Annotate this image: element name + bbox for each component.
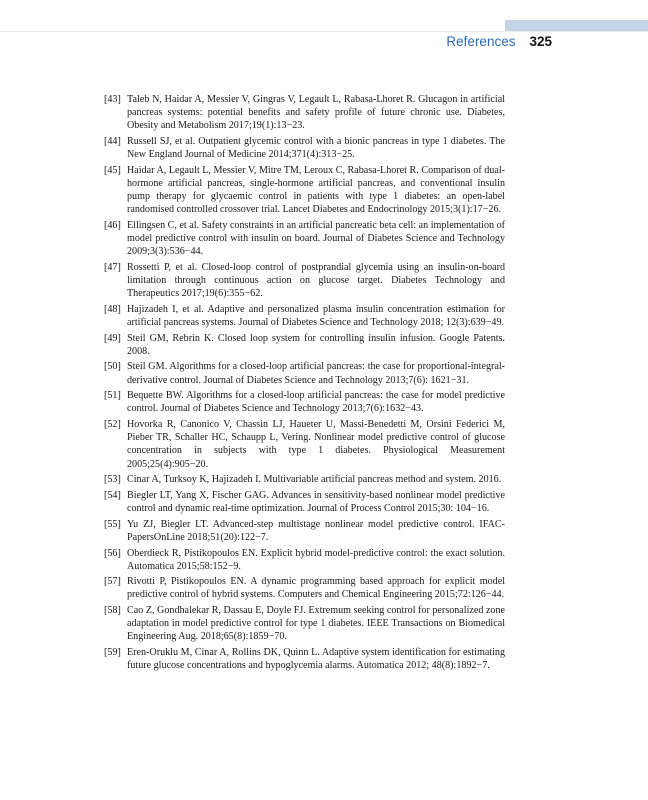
reference-text: Hovorka R, Canonico V, Chassin LJ, Haueter U, Massi-Benedetti M, Orsini Federici M, Pieber TR, Schaller HC, Schaupp L, Vering. Nonlinear model predictive control of glucose concentration in subjects with type 1 diabetes. Physiological Measurement 2005;25(4):905−20. [127, 419, 505, 470]
reference-text: Bequette BW. Algorithms for a closed-loop artificial pancreas: the case for model predictive control. Journal of Diabetes Science and Technology 2013;7(6):1632−43. [127, 390, 505, 415]
reference-text: Yu ZJ, Biegler LT. Advanced-step multistage nonlinear model predictive control. IFAC-PapersOnLine 2018;51(20):122−7. [127, 518, 505, 543]
reference-text: Eren-Oruklu M, Cinar A, Rollins DK, Quinn L. Adaptive system identification for estimating future glucose concentrations and hypoglycemia alarms. Automatica 2012; 48(8):1892−7. [127, 647, 505, 672]
reference-number: [48] [104, 303, 121, 315]
reference-item [104, 332, 505, 358]
reference-text: Taleb N, Haidar A, Messier V, Gingras V, Legault L, Rabasa-Lhoret R. Glucagon in artificial pancreas systems: potential benefits and safety profile of future chronic use. Diabetes, Obesity and Metabolism 2017;19(1):13−23. [127, 94, 505, 132]
reference-item [104, 135, 505, 161]
reference-number: [51] [104, 390, 121, 402]
reference-item [104, 547, 505, 573]
reference-text: Rivotti P, Pistikopoulos EN. A dynamic programming based approach for explicit model predictive control of hybrid systems. Computers and Chemical Engineering 2015;72:126−44. [127, 576, 505, 601]
reference-number: [46] [104, 219, 121, 231]
reference-item [104, 219, 505, 258]
reference-item [104, 93, 505, 132]
reference-item [104, 575, 505, 601]
reference-number: [47] [104, 261, 121, 273]
reference-item [104, 303, 505, 329]
reference-number: [58] [104, 605, 121, 617]
header-accent-bar [505, 20, 648, 31]
section-title: References [446, 34, 516, 49]
reference-text: Oberdieck R, Pistikopoulos EN. Explicit hybrid model-predictive control: the exact solution. Automatica 2015;58:152−9. [127, 547, 505, 572]
reference-number: [43] [104, 94, 121, 105]
reference-number: [44] [104, 135, 121, 147]
reference-item [104, 164, 505, 217]
reference-item [104, 489, 505, 515]
reference-item [104, 604, 505, 643]
reference-item [104, 389, 505, 415]
header-rule [0, 31, 648, 32]
reference-text: Haidar A, Legault L, Messier V, Mitre TM, Leroux C, Rabasa-Lhoret R. Comparison of dual-hormone artificial pancreas, single-hormone artificial pancreas, and conventional insulin pump therapy for glycaemic control in patients with type 1 diabetes: an open-label randomised controlled crossover trial. Lancet Diabetes and Endocrinology 2015;3(1):17−26. [127, 164, 505, 216]
reference-text: Russell SJ, et al. Outpatient glycemic control with a bionic pancreas in type 1 diabetes. The New England Journal of Medicine 2014;371(4):313−25. [127, 135, 505, 161]
reference-text: Ellingsen C, et al. Safety constraints in an artificial pancreatic beta cell: an implementation of model predictive control with insulin on board. Journal of Diabetes Science and Technology 2009;3(3):536−44. [127, 219, 505, 258]
reference-number: [49] [104, 332, 121, 344]
reference-text: Steil GM. Algorithms for a closed-loop artificial pancreas: the case for proportional-integral-derivative control. Journal of Diabetes Science and Technology 2013;7(6): 1621−31. [127, 361, 505, 386]
reference-text: Biegler LT, Yang X, Fischer GAG. Advances in sensitivity-based nonlinear model predictive control and dynamic real-time optimization. Journal of Process Control 2015;30: 104−16. [127, 489, 505, 515]
reference-text: Rossetti P, et al. Closed-loop control of postprandial glycemia using an insulin-on-board limitation through continuous action on glucose target. Diabetes Technology and Therapeutics 2017;19(6):355−62. [127, 261, 505, 300]
reference-number: [59] [104, 647, 121, 659]
running-head [446, 34, 552, 52]
reference-item [104, 418, 505, 471]
reference-item [104, 646, 505, 672]
reference-number: [54] [104, 489, 121, 501]
reference-text: Hajizadeh I, et al. Adaptive and personalized plasma insulin concentration estimation for artificial pancreas systems. Journal of Diabetes Science and Technology 2018; 12(3):639−49. [127, 303, 505, 328]
reference-item [104, 473, 505, 486]
reference-number: [45] [104, 164, 121, 176]
reference-item [104, 360, 505, 386]
reference-number: [53] [104, 474, 121, 486]
page-number: 325 [529, 34, 552, 49]
reference-text: Steil GM, Rebrin K. Closed loop system for controlling insulin infusion. Google Patents. 2008. [127, 332, 505, 357]
reference-text: Cinar A, Turksoy K, Hajizadeh I. Multivariable artificial pancreas method and system. 2016. [127, 474, 502, 486]
reference-number: [55] [104, 518, 121, 530]
reference-number: [52] [104, 419, 121, 431]
reference-list [104, 93, 505, 675]
reference-item [104, 261, 505, 300]
reference-item [104, 518, 505, 544]
reference-number: [57] [104, 576, 121, 588]
reference-number: [50] [104, 361, 121, 373]
reference-number: [56] [104, 547, 121, 559]
reference-text: Cao Z, Gondhalekar R, Dassau E, Doyle FJ. Extremum seeking control for personalized zone adaptation in model predictive control for type 1 diabetes. IEEE Transactions on Biomedical Engineering Aug. 2018;65(8):1859−70. [127, 605, 505, 643]
